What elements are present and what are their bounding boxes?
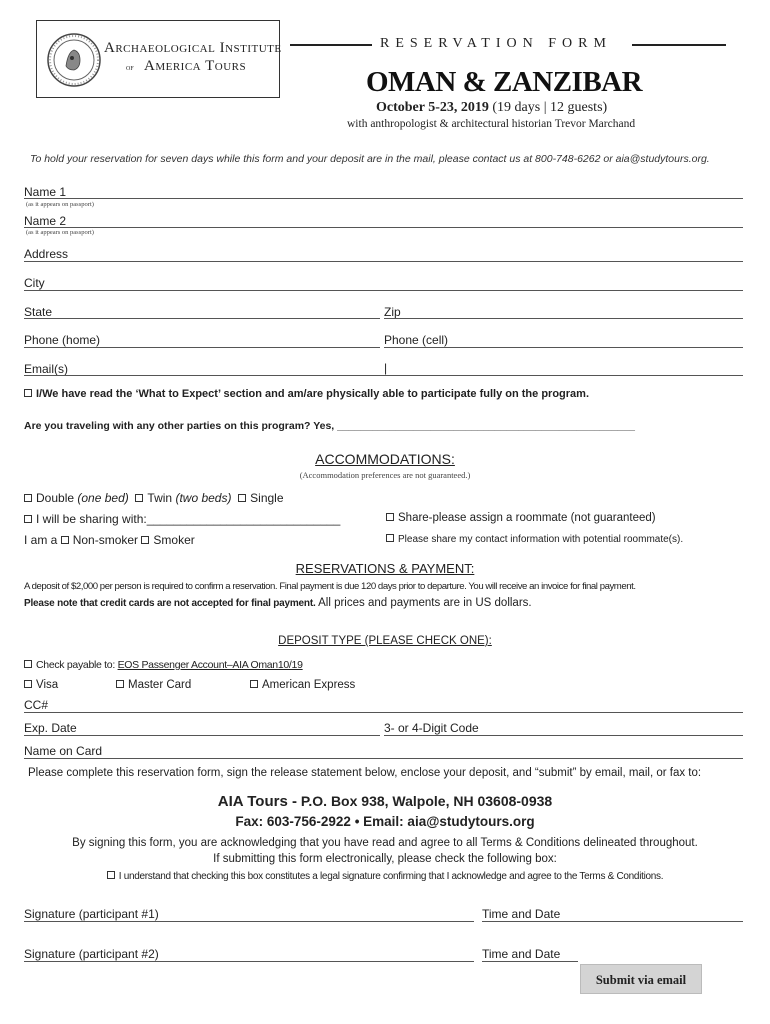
accommodations-heading: ACCOMMODATIONS: (315, 451, 455, 467)
amex-checkbox[interactable] (250, 680, 258, 688)
cc-field[interactable] (24, 712, 743, 713)
amex-label: American Express (262, 679, 356, 691)
check-row (24, 659, 303, 671)
zip-label: Zip (384, 305, 401, 319)
instructions-text: Please complete this reservation form, sign the release statement below, enclose your deposit, and “submit” by email, mail, or fax to: (28, 767, 702, 779)
single-label: Single (250, 491, 284, 505)
city-field[interactable] (24, 290, 743, 291)
zip-field[interactable] (384, 318, 743, 319)
twin-note: (two beds) (175, 491, 232, 505)
single-checkbox[interactable] (238, 494, 246, 502)
name1-note: (as it appears on passport) (26, 201, 94, 208)
trip-dates: October 5-23, 2019 (376, 100, 489, 115)
traveling-question: Are you traveling with any other parties on this program? Yes, ___________________________________________________ (24, 420, 635, 432)
signature2-label: Signature (participant #2) (24, 947, 159, 961)
contact-address-line (0, 793, 770, 810)
accommodations-note: (Accommodation preferences are not guaranteed.) (299, 470, 471, 480)
double-note: (one bed) (77, 491, 129, 505)
trip-guide: with anthropologist & architectural historian Trevor Marchand (347, 118, 636, 130)
twin-label: Twin (147, 491, 173, 505)
check-checkbox[interactable] (24, 660, 32, 668)
email-separator: | (384, 361, 388, 375)
time2-field[interactable] (482, 961, 578, 962)
check-payee: EOS Passenger Account–AIA Oman10/19 (117, 659, 303, 671)
contact-fax-email: Fax: 603-756-2922 • Email: aia@studytours.org (235, 814, 535, 829)
smoker-row (24, 533, 195, 547)
payment-note-row (24, 597, 532, 609)
form-label-rule-left (290, 44, 372, 46)
name1-label: Name 1 (24, 185, 67, 199)
sharing-row (24, 512, 340, 526)
name2-note: (as it appears on passport) (26, 229, 94, 236)
logo-line1: Archaeological Institute (104, 40, 282, 56)
state-label: State (24, 305, 53, 319)
confirm-label: I understand that checking this box constitutes a legal signature confirming that I acknowledge and agree to the Terms & Conditions. (118, 871, 664, 882)
email-field[interactable] (24, 375, 743, 376)
mastercard-label: Master Card (128, 679, 192, 691)
visa-label: Visa (36, 679, 59, 691)
sharing-checkbox[interactable] (24, 515, 32, 523)
share-assign-row (386, 512, 656, 524)
share-assign-checkbox[interactable] (386, 513, 394, 521)
phone-cell-field[interactable] (384, 347, 743, 348)
smoker-label: Smoker (153, 533, 195, 547)
share-contact-row (386, 534, 683, 545)
amex-option (250, 679, 355, 691)
exp-field[interactable] (24, 735, 380, 736)
name2-field[interactable] (24, 227, 743, 228)
name1-field[interactable] (24, 198, 743, 199)
nonsmoker-checkbox[interactable] (61, 536, 69, 544)
double-checkbox[interactable] (24, 494, 32, 502)
phone-home-label: Phone (home) (24, 333, 101, 347)
city-label: City (24, 276, 45, 290)
contact-address: P.O. Box 938, Walpole, NH 03608-0938 (300, 793, 553, 809)
share-contact-label: Please share my contact information with potential roommate(s). (398, 534, 684, 545)
check-label: Check payable to: (36, 659, 115, 671)
address-field[interactable] (24, 261, 743, 262)
phone-cell-label: Phone (cell) (384, 333, 449, 347)
address-label: Address (24, 247, 69, 261)
mastercard-option (116, 679, 191, 691)
fitness-row (24, 388, 589, 400)
name-on-card-label: Name on Card (24, 744, 103, 758)
signing-line1: By signing this form, you are acknowledging that you have read and agree to all Terms & Conditions delineated throughout. (72, 837, 698, 849)
form-label: RESERVATION FORM (380, 36, 612, 51)
time1-label: Time and Date (482, 907, 561, 921)
code-label: 3- or 4-Digit Code (384, 721, 479, 735)
share-assign-label: Share-please assign a roommate (not guaranteed) (398, 512, 656, 524)
form-label-rule-right (632, 44, 726, 46)
fitness-checkbox[interactable] (24, 389, 32, 397)
visa-checkbox[interactable] (24, 680, 32, 688)
signature1-field[interactable] (24, 921, 474, 922)
trip-duration: (19 days | 12 guests) (492, 100, 608, 115)
currency-note: All prices and payments are in US dollars. (318, 597, 532, 609)
signature1-label: Signature (participant #1) (24, 907, 159, 921)
contact-company: AIA Tours - (217, 793, 297, 810)
intro-text: To hold your reservation for seven days while this form and your deposit are in the mail, please contact us at 800-748-6262 or aia@studytours.org. (30, 153, 710, 165)
signature2-field[interactable] (24, 961, 474, 962)
payment-heading: RESERVATIONS & PAYMENT: (295, 561, 475, 576)
exp-label: Exp. Date (24, 721, 77, 735)
name2-label: Name 2 (24, 214, 67, 228)
twin-checkbox[interactable] (135, 494, 143, 502)
trip-title: OMAN & ZANZIBAR (366, 66, 643, 98)
cc-label: CC# (24, 698, 49, 712)
logo-line2: America Tours (144, 58, 247, 74)
nonsmoker-label: Non-smoker (72, 533, 139, 547)
double-label: Double (36, 491, 75, 505)
room-type-row (24, 491, 284, 505)
share-contact-checkbox[interactable] (386, 534, 394, 542)
sharing-label: I will be sharing with:_____________________________ (36, 512, 341, 526)
mastercard-checkbox[interactable] (116, 680, 124, 688)
logo-seal (46, 32, 102, 88)
submit-button[interactable]: Submit via email (580, 964, 702, 994)
state-field[interactable] (24, 318, 380, 319)
trip-dates-line (376, 100, 607, 116)
time1-field[interactable] (482, 921, 743, 922)
iam-label: I am a (24, 533, 58, 547)
visa-option (24, 679, 58, 691)
time2-label: Time and Date (482, 947, 561, 961)
signing-line2: If submitting this form electronically, please check the following box: (213, 853, 557, 865)
name-on-card-field[interactable] (24, 758, 743, 759)
smoker-checkbox[interactable] (141, 536, 149, 544)
logo-of: of (126, 62, 134, 72)
credit-note: Please note that credit cards are not accepted for final payment. (24, 598, 316, 609)
fitness-label: I/We have read the ‘What to Expect’ section and am/are physically able to participate fully on the program. (36, 388, 589, 400)
confirm-row (0, 871, 770, 882)
confirm-checkbox[interactable] (107, 871, 115, 879)
phone-home-field[interactable] (24, 347, 380, 348)
deposit-type-heading: DEPOSIT TYPE (PLEASE CHECK ONE): (278, 635, 492, 647)
deposit-text: A deposit of $2,000 per person is required to confirm a reservation. Final payment is due 120 days prior to departure. You will receive an invoice for final payment. (24, 581, 636, 592)
code-field[interactable] (384, 735, 743, 736)
email-label: Email(s) (24, 362, 68, 376)
